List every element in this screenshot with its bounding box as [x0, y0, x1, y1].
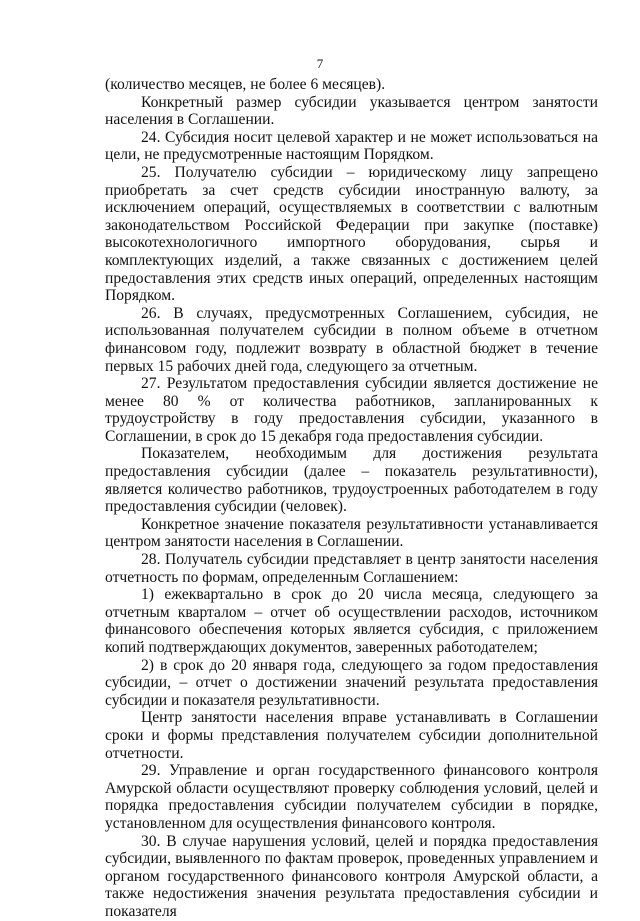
list-item-quarterly-report: 1) ежеквартально в срок до 20 числа месяца, следующего за отчетным кварталом – отчет об осуществлении расходов, источником финансового обеспечения которых является субсидия, с приложением копий подтверждающих документов, заверенных работодателем; — [105, 586, 598, 656]
paragraph-additional-reporting: Центр занятости населения вправе устанавливать в Соглашении сроки и формы представления получателем субсидии дополнительной отчетности. — [105, 709, 598, 762]
paragraph-30: 30. В случае нарушения условий, целей и порядка предоставления субсидии, выявленного по фактам проверок, проведенных управлением и органом государственного финансового контроля Амурской области, а также недостижения значения результата предоставления субсидии и показателя — [105, 832, 598, 920]
paragraph-26: 26. В случаях, предусмотренных Соглашением, субсидия, не использованная получателем субсидии в полном объеме в отчетном финансовом году, подлежит возврату в областной бюджет в течение первых 15 рабочих дней года, следующего за отчетным. — [105, 304, 598, 375]
paragraph-28: 28. Получатель субсидии представляет в центр занятости населения отчетность по формам, определенным Соглашением: — [105, 551, 598, 586]
paragraph-subsidy-amount: Конкретный размер субсидии указывается центром занятости населения в Соглашении. — [105, 93, 598, 129]
paragraph-27: 27. Результатом предоставления субсидии является достижение не менее 80 % от количества работников, запланированных к трудоустройству в году предоставления субсидии, указанного в Соглашении, в срок до 15 декабря года предоставления субсидии. — [105, 375, 598, 445]
paragraph-indicator: Показателем, необходимым для достижения результата предоставления субсидии (далее – показатель результативности), является количество работников, трудоустроенных работодателем в году предоставления субсидии (человек). — [105, 445, 598, 516]
paragraph-24: 24. Субсидия носит целевой характер и не может использоваться на цели, не предусмотренные настоящим Порядком. — [105, 128, 598, 164]
paragraph-29: 29. Управление и орган государственного финансового контроля Амурской области осуществляют проверку соблюдения условий, целей и порядка предоставления субсидии получателем субсидии в порядке, установленном для осуществления финансового контроля. — [105, 762, 598, 832]
document-body — [105, 76, 598, 921]
page-number: 7 — [316, 56, 324, 71]
paragraph-indicator-value: Конкретное значение показателя результативности устанавливается центром занятости населения в Соглашении. — [105, 515, 598, 551]
list-item-annual-report: 2) в срок до 20 января года, следующего за годом предоставления субсидии, – отчет о достижении значений результата предоставления субсидии и показателя результативности. — [105, 656, 598, 709]
paragraph-continuation: (количество месяцев, не более 6 месяцев). — [105, 76, 386, 93]
paragraph-25: 25. Получателю субсидии – юридическому лицу запрещено приобретать за счет средств субсидии иностранную валюту, за исключением операций, осуществляемых в соответствии с валютным законодательством Российской Федерации при закупке (поставке) высокотехнологичного импортного оборудования, сырья и комплектующих изделий, а также связанных с достижением целей предоставления этих средств иных операций, определенных настоящим Порядком. — [105, 163, 598, 305]
